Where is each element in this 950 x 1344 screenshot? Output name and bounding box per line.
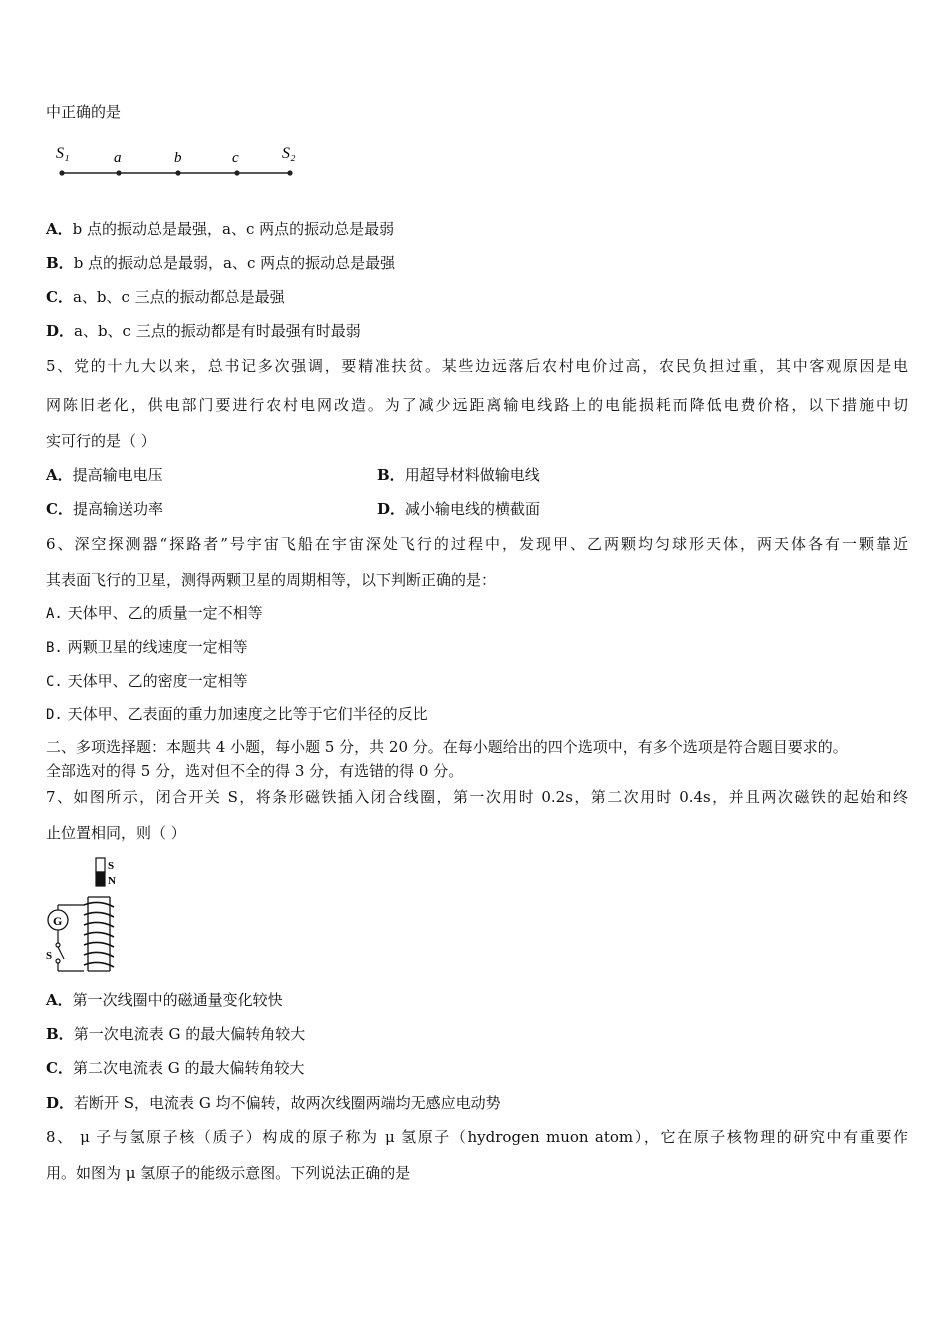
q6-option-b: B. 两颗卫星的线速度一定相等 — [46, 638, 248, 656]
label-s2: S₂ — [282, 145, 296, 162]
wave-sources-figure — [50, 140, 310, 185]
label-a: a — [114, 150, 122, 166]
q5-option-b: B．用超导材料做输电线 — [377, 466, 540, 484]
q7-option-b: B．第一次电流表 G 的最大偏转角较大 — [46, 1025, 306, 1043]
q7-option-d: D．若断开 S，电流表 G 均不偏转，故两次线圈两端均无感应电动势 — [46, 1094, 501, 1112]
q6-line-2: 其表面飞行的卫星，测得两颗卫星的周期相等，以下判断正确的是： — [46, 571, 497, 589]
q7-line-2: 止位置相同，则（ ） — [46, 824, 186, 842]
q7-option-c: C．第二次电流表 G 的最大偏转角较大 — [46, 1059, 305, 1077]
q4-option-d: D．a、b、c 三点的振动都是有时最强有时最弱 — [46, 322, 361, 340]
label-b: b — [174, 150, 182, 166]
galvanometer-label: G — [53, 914, 63, 928]
q8-line-1: 8、 μ 子与氢原子核（质子）构成的原子称为 μ 氢原子（hydrogen muon atom），它在原子核物理的研究中有重要作 — [46, 1128, 908, 1146]
q5-line-3: 实可行的是（ ） — [46, 432, 156, 450]
q8-line-2: 用。如图为 μ 氢原子的能级示意图。下列说法正确的是 — [46, 1164, 411, 1182]
q6-option-a: A. 天体甲、乙的质量一定不相等 — [46, 604, 263, 622]
q6-option-c: C. 天体甲、乙的密度一定相等 — [46, 672, 248, 690]
label-s1: S₁ — [56, 145, 70, 162]
q4-option-c: C．a、b、c 三点的振动都总是最强 — [46, 288, 285, 306]
q7-line-1: 7、如图所示，闭合开关 S，将条形磁铁插入闭合线圈，第一次用时 0.2s，第二次用时 0.4s，并且两次磁铁的起始和终 — [46, 788, 908, 806]
q4-option-a: A．b 点的振动总是最强，a、c 两点的振动总是最弱 — [46, 220, 395, 238]
q5-line-1: 5、党的十九大以来，总书记多次强调，要精准扶贫。某些边远落后农村电价过高，农民负担过重，其中客观原因是电 — [46, 357, 908, 375]
q5-option-d: D．减小输电线的横截面 — [377, 500, 541, 518]
q4-option-b: B．b 点的振动总是最弱，a、c 两点的振动总是最强 — [46, 254, 396, 272]
q6-line-1: 6、深空探测器“探路者”号宇宙飞船在宇宙深处飞行的过程中，发现甲、乙两颗均匀球形天体，两天体各有一颗靠近 — [46, 535, 908, 553]
q7-option-a: A．第一次线圈中的磁通量变化较快 — [46, 991, 283, 1009]
q6-option-d: D. 天体甲、乙表面的重力加速度之比等于它们半径的反比 — [46, 705, 428, 723]
q4-tail: 中正确的是 — [46, 103, 122, 121]
magnet-n-label: N — [108, 875, 116, 887]
q5-option-c: C．提高输送功率 — [46, 500, 163, 518]
q5-line-2: 网陈旧老化，供电部门要进行农村电网改造。为了减少远距离输电线路上的电能损耗而降低电费价格，以下措施中切 — [46, 396, 908, 414]
section2-line-1: 二、多项选择题：本题共 4 小题，每小题 5 分，共 20 分。在每小题给出的四个选项中，有多个选项是符合题目要求的。 — [46, 738, 848, 756]
magnet-s-label: S — [108, 860, 115, 872]
switch-label: S — [46, 950, 53, 962]
q5-option-a: A．提高输电电压 — [46, 466, 163, 484]
label-c: c — [232, 150, 239, 166]
coil-magnet-figure — [44, 855, 134, 975]
section2-line-2: 全部选对的得 5 分，选对但不全的得 3 分，有选错的得 0 分。 — [46, 762, 464, 780]
